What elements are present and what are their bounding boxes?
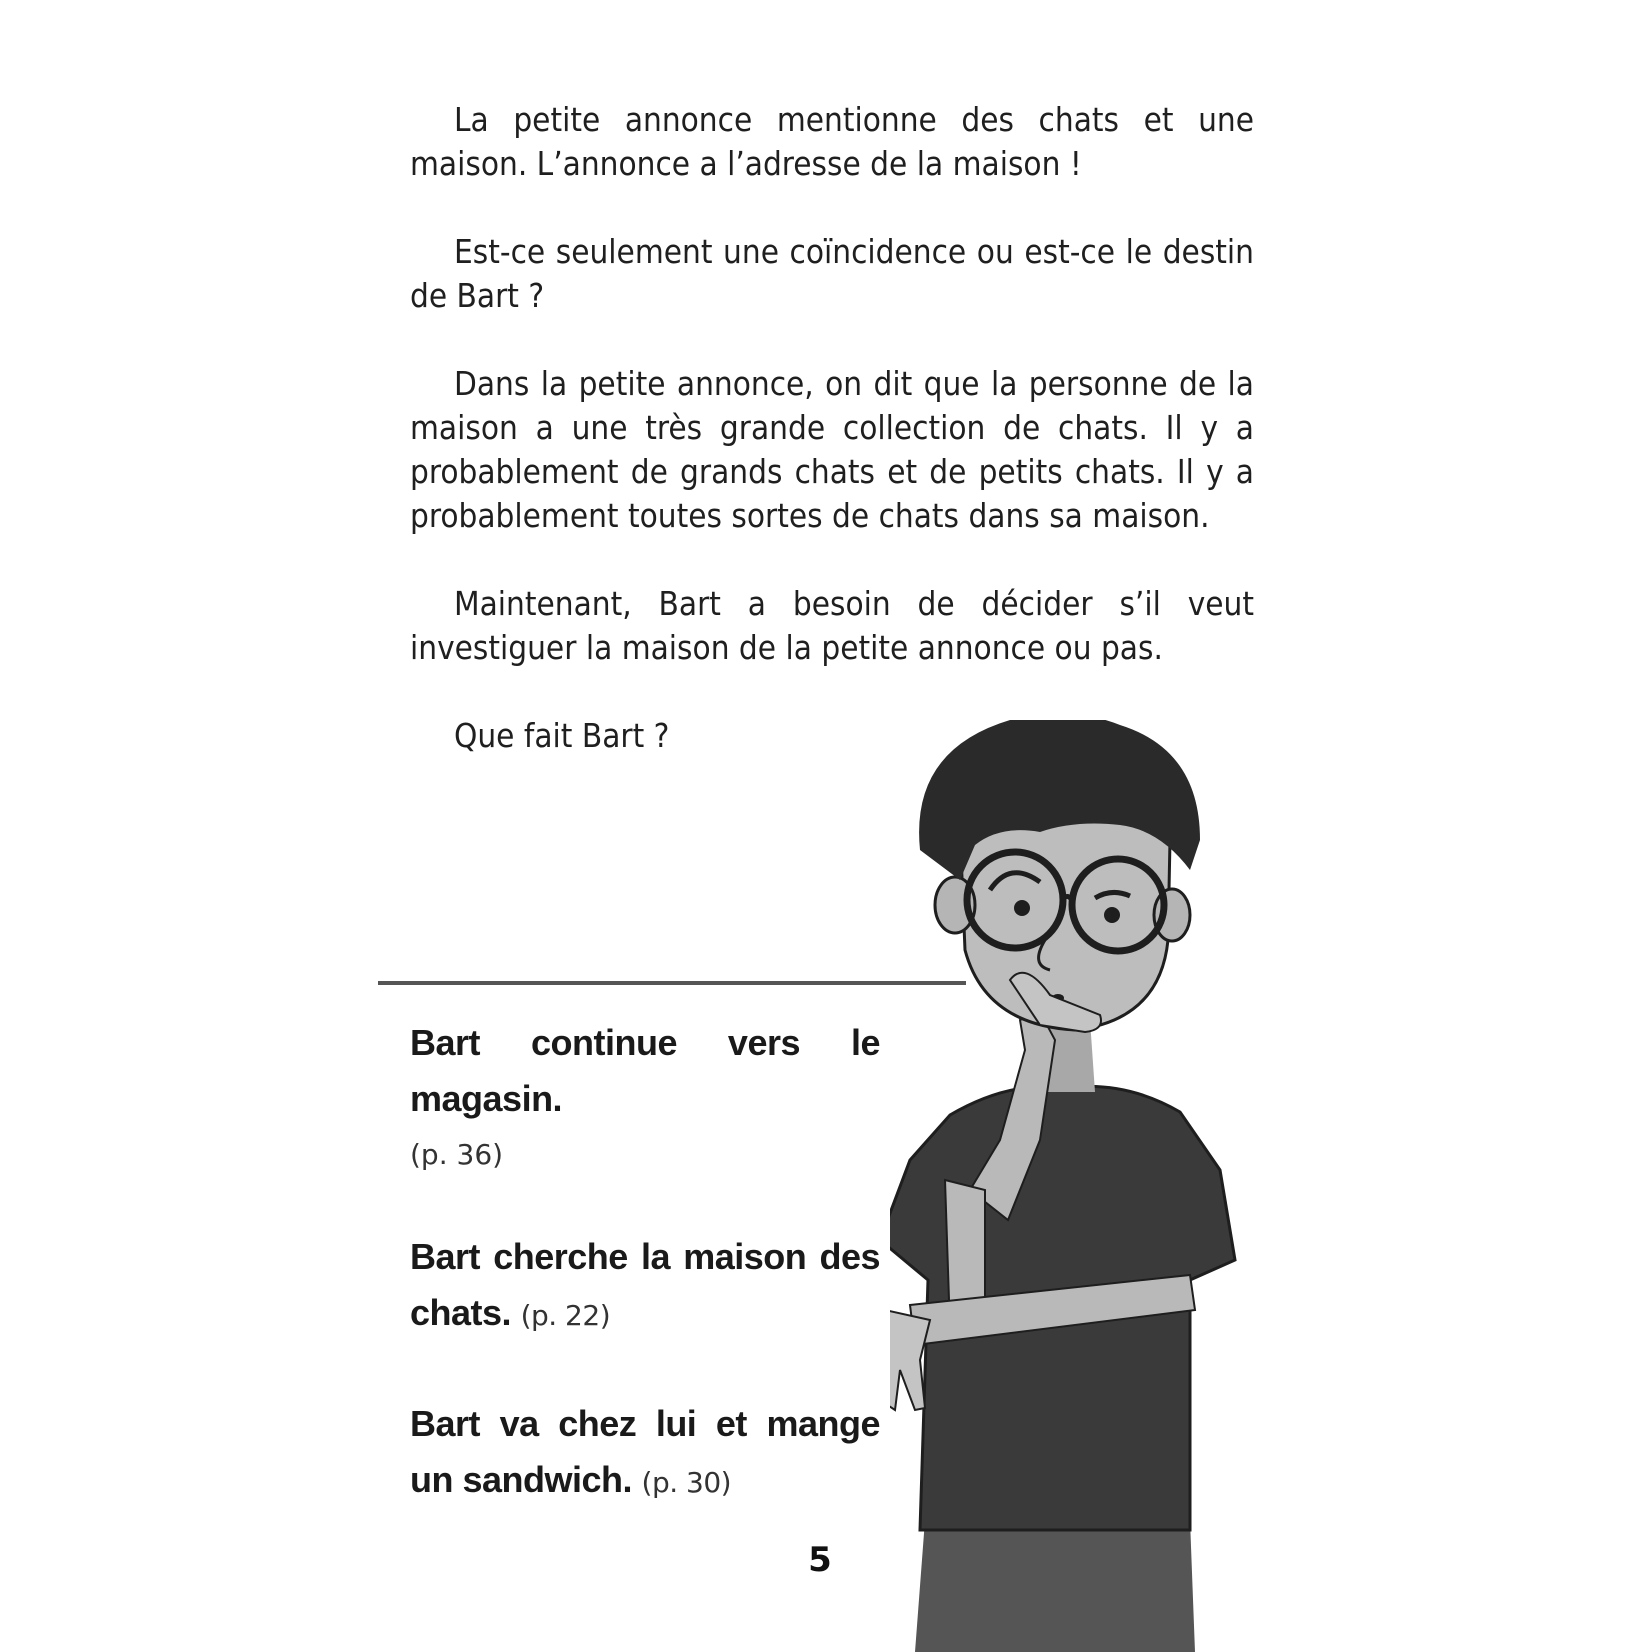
choice-page-reference: (p. 30): [641, 1466, 732, 1499]
story-paragraph: La petite annonce mentionne des chats et une maison. L’annonce a l’adresse de la maison !: [410, 100, 1254, 183]
section-divider: [378, 981, 966, 985]
story-text: [410, 98, 1254, 758]
right-eye: [1104, 907, 1120, 923]
story-paragraph: Maintenant, Bart a besoin de décider s’il veut investiguer la maison de la petite annonce ou pas.: [410, 584, 1254, 667]
choice-page-reference: (p. 36): [410, 1138, 504, 1171]
left-eye: [1014, 900, 1030, 916]
choice-option-1[interactable]: [410, 1015, 880, 1177]
choice-option-3[interactable]: [410, 1396, 880, 1511]
pants: [915, 1520, 1195, 1652]
choice-list: [410, 1015, 880, 1563]
choice-page-reference: (p. 22): [520, 1299, 611, 1332]
choice-text-wrapper: [410, 1229, 880, 1344]
story-paragraph: Est-ce seulement une coïncidence ou est-ce le destin de Bart ?: [410, 232, 1254, 315]
story-question: Que fait Bart ?: [454, 716, 670, 755]
story-paragraph: Dans la petite annonce, on dit que la personne de la maison a une très grande collection de chats. Il y a probablement de grands chats et de petits chats. Il y a probablement toutes sortes de chats dans sa maison.: [410, 364, 1254, 535]
choice-option-2[interactable]: [410, 1229, 880, 1344]
thinking-boy-illustration: [890, 720, 1270, 1652]
choice-text: Bart va chez lui et mange un sandwich.: [410, 1403, 880, 1500]
page-number: 5: [808, 1540, 832, 1580]
choice-text-wrapper: [410, 1396, 880, 1511]
choice-text: Bart cherche la maison des chats.: [410, 1236, 880, 1333]
choice-text: Bart continue vers le magasin.: [410, 1022, 880, 1119]
